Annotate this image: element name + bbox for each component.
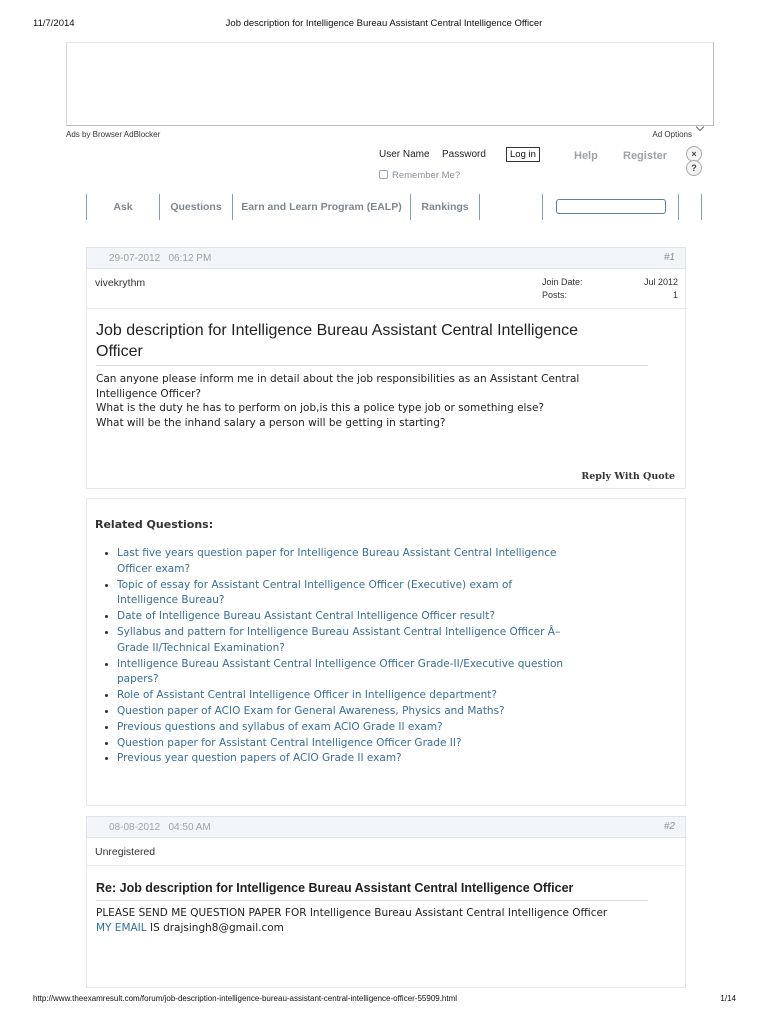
divider [87,308,687,309]
login-area [0,146,768,186]
main-nav [86,194,702,220]
post-title: Re: Job description for Intelligence Bureau Assistant Central Intelligence Officer [96,881,574,895]
login-button[interactable]: Log in [506,147,540,162]
password-label: Password [442,149,486,160]
print-title: Job description for Intelligence Bureau Assistant Central Intelligence Officer [225,18,543,29]
related-link[interactable]: Question paper of ACIO Exam for General Awareness, Physics and Maths? [117,704,637,720]
tab-ask[interactable]: Ask [86,194,159,220]
help-link[interactable]: Help [574,150,598,162]
user-name-label: User Name [379,149,430,160]
post-1 [86,269,686,489]
tab-ealp[interactable]: Earn and Learn Program (EALP) [232,194,410,220]
nav-divider [701,194,702,220]
nav-divider [542,194,543,220]
reply-with-quote-button[interactable]: Reply With Quote [581,471,675,482]
post-title: Job description for Intelligence Bureau Assistant Central Intelligence Officer [96,322,579,360]
related-link[interactable]: Intelligence Bureau Assistant Central Intelligence Officer Grade-II/Executive question papers? [117,657,637,689]
page-url: http://www.theexamresult.com/forum/job-description-intelligence-bureau-assistant-central-intelligence-officer-55909.html [33,994,458,1003]
related-link[interactable]: Role of Assistant Central Intelligence Officer in Intelligence department? [117,688,637,704]
post-username[interactable]: vivekrythm [95,277,146,289]
remember-me-checkbox[interactable] [379,170,388,179]
join-date-value: Jul 2012 [643,277,678,287]
post-header [86,816,686,838]
register-link[interactable]: Register [623,150,668,162]
related-link[interactable]: Last five years question paper for Intelligence Bureau Assistant Central Intelligence Officer exam? [117,546,637,578]
related-link[interactable]: Previous year question papers of ACIO Grade II exam? [117,751,637,767]
ad-options-link[interactable]: Ad Options [652,130,692,139]
posts-label: Posts: [542,290,568,300]
print-header [0,18,768,32]
remember-me[interactable] [379,170,460,181]
related-link[interactable]: Question paper for Assistant Central Intelligence Officer Grade II? [117,736,637,752]
post-header [86,247,686,269]
related-link[interactable]: Topic of essay for Assistant Central Intelligence Officer (Executive) exam of Intelligence Bureau? [117,578,637,610]
tab-rankings[interactable]: Rankings [410,194,480,220]
help-icon[interactable]: ? [686,160,702,176]
ad-banner[interactable] [66,42,714,126]
tab-questions[interactable]: Questions [159,194,232,220]
post-message: Can anyone please inform me in detail about the job responsibilities as an Assistant Central Intelligence Officer? What is the duty he has to perform on job,is this a police type job or something else? What will be the inhand salary a person will be getting in starting? [96,373,580,429]
title-divider [96,900,648,901]
post-number[interactable]: #2 [663,821,675,832]
post-date: 29-07-2012 06:12 PM [109,253,212,264]
related-list [117,546,637,767]
email-link[interactable]: MY EMAIL [96,921,147,934]
post-username: Unregistered [95,846,156,858]
print-date: 11/7/2014 [33,18,75,29]
join-date-label: Join Date: [542,277,583,287]
post-message: PLEASE SEND ME QUESTION PAPER FOR Intelligence Bureau Assistant Central Intelligence Officer MY EMAIL IS drajsingh8@gmail.com [96,907,608,934]
post-date: 08-08-2012 04:50 AM [109,822,211,833]
user-info [542,277,678,303]
posts-value: 1 [672,290,678,300]
post-2 [86,838,686,988]
ads-by-label[interactable]: Ads by Browser AdBlocker [66,130,161,139]
close-icon[interactable]: × [686,146,702,162]
remember-me-label: Remember Me? [392,170,461,181]
post-number[interactable]: #1 [663,252,675,263]
title-divider [96,365,648,366]
nav-divider [678,194,679,220]
related-link[interactable]: Date of Intelligence Bureau Assistant Central Intelligence Officer result? [117,609,637,625]
related-questions [86,498,686,806]
divider [87,865,687,866]
page-number: 1/14 [720,994,736,1003]
related-heading: Related Questions: [95,518,214,531]
related-link[interactable]: Previous questions and syllabus of exam ACIO Grade II exam? [117,720,637,736]
related-link[interactable]: Syllabus and pattern for Intelligence Bureau Assistant Central Intelligence Officer Â– Grade II/Technical Examination? [117,625,637,657]
search-input[interactable] [556,199,666,214]
